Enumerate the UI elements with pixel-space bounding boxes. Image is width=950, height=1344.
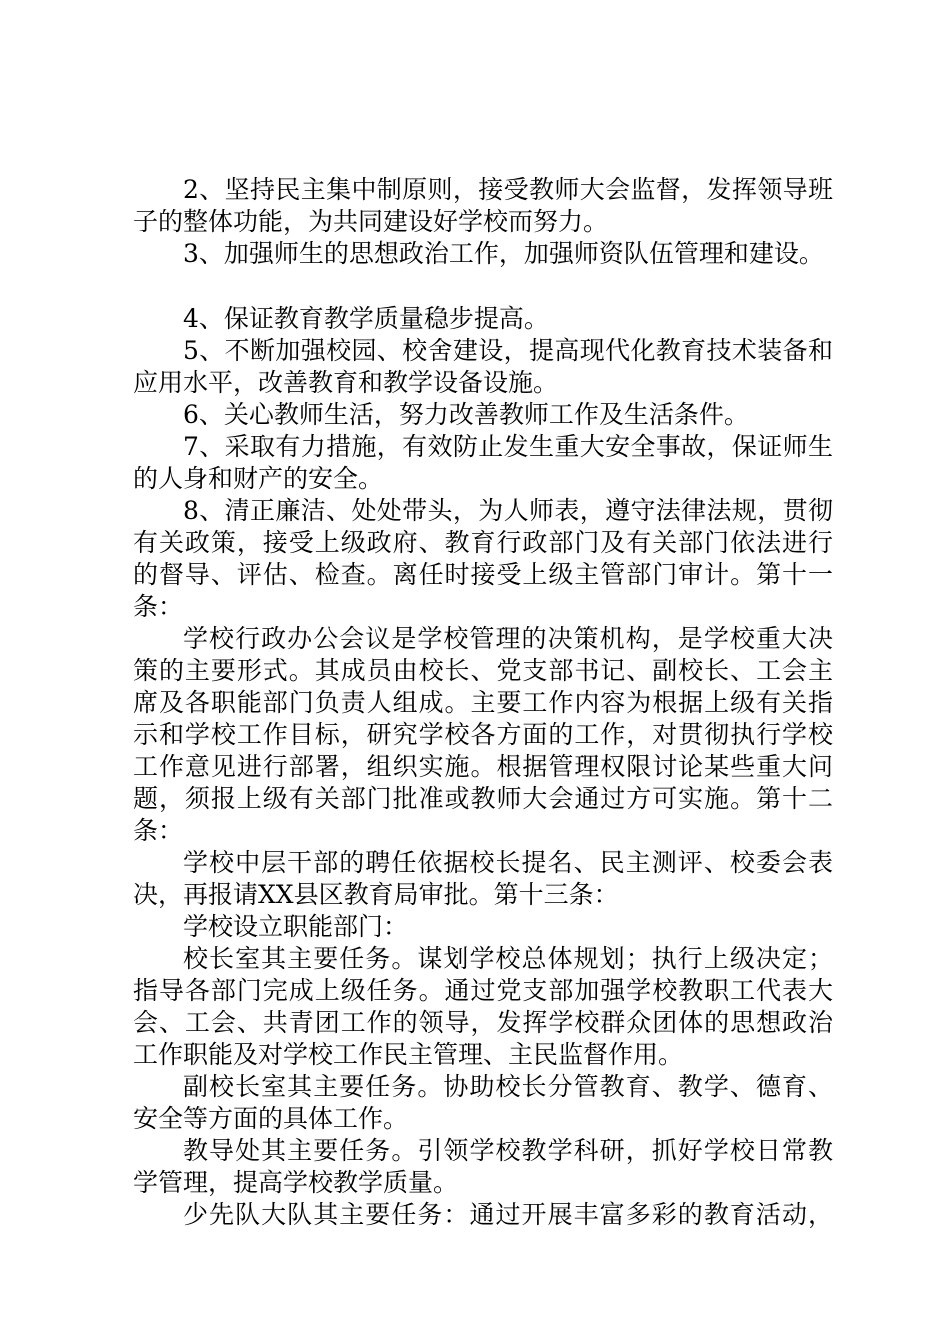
text-line: 6、关心教师生活，努力改善教师工作及生活条件。	[183, 400, 749, 429]
blank-line	[133, 270, 833, 303]
text-line: 学校行政办公会议是学校管理的决策机构，是学校重大决	[183, 624, 833, 653]
text-line: 学管理，提高学校教学质量。	[133, 1168, 459, 1197]
text-line: 子的整体功能，为共同建设好学校而努力。	[133, 207, 609, 236]
text-line: 策的主要形式。其成员由校长、党支部书记、副校长、工会主	[133, 656, 833, 685]
text-line: 决，再报请XX县区教育局审批。第十三条：	[133, 880, 619, 909]
text-line: 题，须报上级有关部门批准或教师大会通过方可实施。第十二	[133, 784, 833, 813]
text-line: 3、加强师生的思想政治工作，加强师资队伍管理和建设。	[183, 239, 824, 268]
text-line: 学校中层干部的聘任依据校长提名、民主测评、校委会表	[183, 848, 833, 877]
text-line: 席及各职能部门负责人组成。主要工作内容为根据上级有关指	[133, 688, 833, 717]
text-line: 工作意见进行部署，组织实施。根据管理权限讨论某些重大问	[133, 752, 833, 781]
text-line: 的人身和财产的安全。	[133, 464, 384, 493]
text-line: 条：	[133, 816, 184, 845]
text-line: 2、坚持民主集中制原则，接受教师大会监督，发挥领导班	[183, 175, 833, 204]
text-line: 少先队大队其主要任务：通过开展丰富多彩的教育活动，	[183, 1200, 833, 1229]
text-line: 条：	[133, 592, 184, 621]
text-line: 安全等方面的具体工作。	[133, 1104, 409, 1133]
text-line: 8、清正廉洁、处处带头，为人师表，遵守法律法规，贯彻	[183, 496, 833, 525]
text-line: 5、不断加强校园、校舍建设，提高现代化教育技术装备和	[183, 336, 833, 365]
text-line: 教导处其主要任务。引领学校教学科研，抓好学校日常教	[183, 1136, 833, 1165]
text-line: 的督导、评估、检查。离任时接受上级主管部门审计。第十一	[133, 560, 833, 589]
text-line: 应用水平，改善教育和教学设备设施。	[133, 368, 559, 397]
text-line: 会、工会、共青团工作的领导，发挥学校群众团体的思想政治	[133, 1008, 833, 1037]
text-line: 工作职能及对学校工作民主管理、主民监督作用。	[133, 1040, 684, 1069]
text-line: 4、保证教育教学质量稳步提高。	[183, 304, 549, 333]
text-line: 学校设立职能部门：	[183, 912, 409, 941]
text-line: 示和学校工作目标，研究学校各方面的工作，对贯彻执行学校	[133, 720, 833, 749]
text-line: 校长室其主要任务。谋划学校总体规划；执行上级决定；	[183, 944, 833, 973]
text-line: 指导各部门完成上级任务。通过党支部加强学校教职工代表大	[133, 976, 833, 1005]
text-line: 7、采取有力措施，有效防止发生重大安全事故，保证师生	[183, 432, 833, 461]
text-line: 副校长室其主要任务。协助校长分管教育、教学、德育、	[183, 1072, 833, 1101]
document-body	[133, 174, 833, 1231]
text-line: 有关政策，接受上级政府、教育行政部门及有关部门依法进行	[133, 528, 833, 557]
